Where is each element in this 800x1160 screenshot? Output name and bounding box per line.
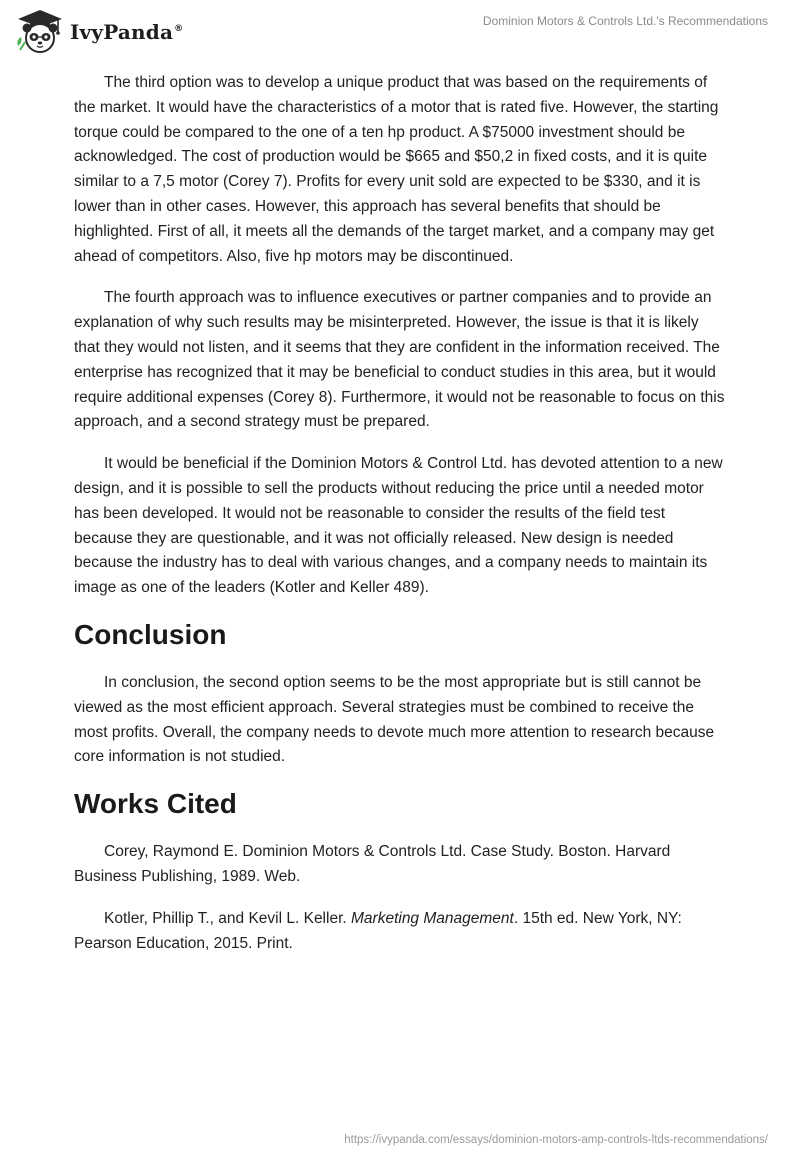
body-paragraph-3: It would be beneficial if the Dominion Motors & Control Ltd. has devoted attention to a new design, and it is possible to sell the products without reducing the price until a needed motor has been developed. It would not be reasonable to consider the results of the field test because they are questionable, and it was not officially released. New design is needed because the industry has to deal with various changes, and a company needs to maintain its image as one of the leaders (Kotler and Keller 489). [74,455,723,597]
brand-name: IvyPanda® [70,20,184,44]
citation-kotler-title: Marketing Management [351,909,514,927]
ivypanda-logo[interactable] [14,6,183,58]
citation-kotler-authors: Kotler, Phillip T., and Kevil L. Keller. [104,909,351,927]
body-paragraph-1: The third option was to develop a unique product that was based on the requirements of the market. It would have the characteristics of a motor that is rated five. However, the starting torque could be compared to the one of a ten hp product. A $75000 investment should be acknowledged. The cost of production would be $665 and $50,2 in fixed costs, and it is quite similar to a 7,5 motor (Corey 7). Profits for every unit sold are expected to be $330, and it is lower than in other cases. However, this approach has several benefits that should be highlighted. First of all, it meets all the demands of the target market, and a company may get ahead of competitors. Also, five hp motors may be discontinued. [74,74,719,265]
essay-content [74,71,726,973]
registered-mark: ® [174,24,184,35]
document-title: Dominion Motors & Controls Ltd.'s Recommendations [482,14,768,28]
source-url[interactable]: https://ivypanda.com/essays/dominion-motors-amp-controls-ltds-recommendations/ [344,1134,768,1146]
page-header [0,0,800,60]
conclusion-heading: Conclusion [74,618,227,650]
citation-kotler-publication: . 15th ed. New York, NY: Pearson Education, 2015. Print. [74,909,682,952]
citation-kotler [74,907,726,957]
panda-graduate-icon [14,6,66,58]
conclusion-paragraph: In conclusion, the second option seems to be the most appropriate but is still cannot be viewed as the most efficient approach. Several strategies must be combined to receive the most profits. Overall, the company needs to devote much more attention to research because core information is not studied. [74,673,715,766]
body-paragraph-2: The fourth approach was to influence executives or partner companies and to provide an explanation of why such results may be misinterpreted. However, the issue is that it is likely that they would not listen, and it seems that they are confident in the information received. The enterprise has recognized that it may be beneficial to conduct studies in this area, but it would require additional expenses (Corey 8). Furthermore, it would not be reasonable to focus on this approach, and a second strategy must be prepared. [74,289,725,431]
works-cited-heading: Works Cited [74,788,237,820]
citation-corey: Corey, Raymond E. Dominion Motors & Controls Ltd. Case Study. Boston. Harvard Business Publishing, 1989. Web. [74,843,671,885]
